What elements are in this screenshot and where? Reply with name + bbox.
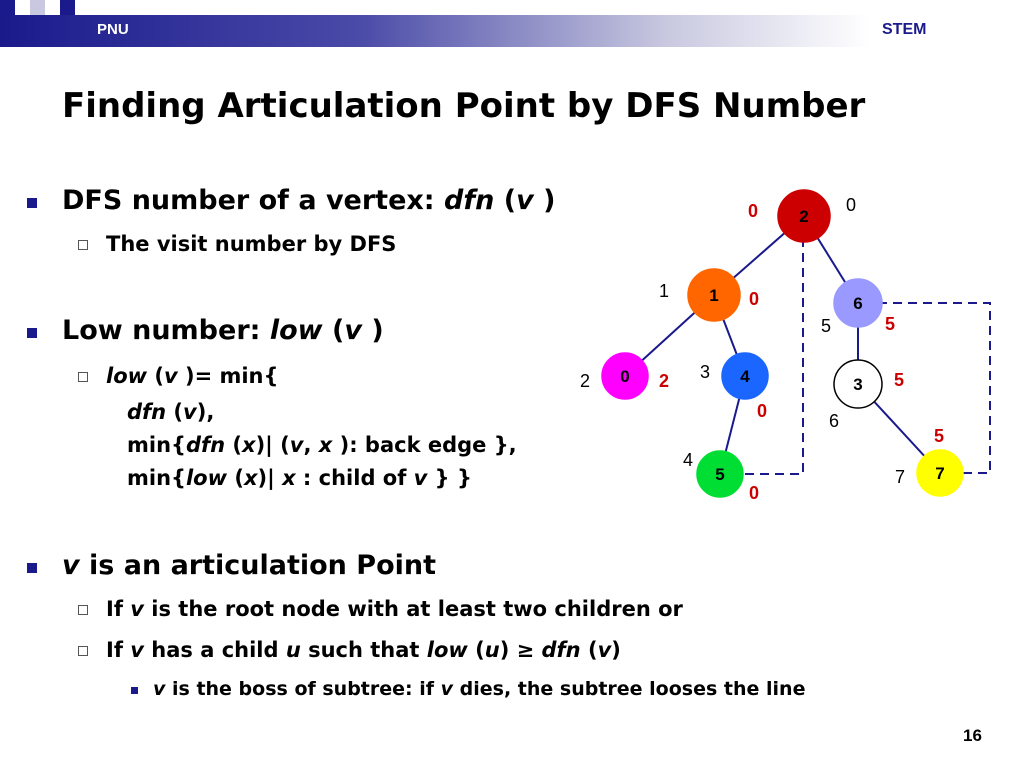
node-5-dfn: 4: [682, 450, 694, 470]
header-left-text: PNU: [97, 21, 129, 38]
node-2-low: 0: [747, 201, 759, 221]
node-3-low: 5: [893, 370, 905, 390]
node-0-dfn: 2: [579, 371, 591, 391]
formula-line-2: dfn (v),: [127, 400, 215, 424]
node-2-dfn: 0: [845, 195, 857, 215]
node-7-low: 5: [933, 426, 945, 446]
bullet-dfs-number: DFS number of a vertex: dfn (v ): [62, 185, 556, 216]
graph-labels: [580, 195, 944, 503]
sub-bullet-root-condition: If v is the root node with at least two children or: [106, 597, 683, 621]
node-1-dfn: 1: [658, 281, 670, 301]
node-7-label: 7: [935, 464, 945, 483]
node-6-label: 6: [853, 294, 863, 313]
tree-edges: [625, 216, 940, 474]
node-4-label: 4: [740, 367, 750, 386]
sub-bullet-visit-number: The visit number by DFS: [106, 232, 397, 256]
formula-line-4: min{low (x)| x : child of v } }: [127, 466, 472, 490]
node-2-label: 2: [799, 207, 809, 226]
node-1-label: 1: [709, 286, 719, 305]
node-6-dfn: 5: [820, 316, 832, 336]
node-1-low: 0: [748, 289, 760, 309]
node-4-low: 0: [756, 401, 768, 421]
node-0-low: 2: [658, 371, 670, 391]
node-5-low: 0: [748, 483, 760, 503]
node-7-dfn: 7: [894, 467, 906, 487]
node-3-label: 3: [853, 375, 863, 394]
sub-bullet-child-condition: If v has a child u such that low (u) ≥ dfn (v): [106, 638, 621, 662]
formula-line-3: min{dfn (x)| (v, x ): back edge },: [127, 433, 517, 457]
formula-line-1: low (v )= min{: [106, 364, 279, 388]
header-right-text: STEM: [882, 21, 927, 38]
bullet-low-number: Low number: low (v ): [62, 315, 384, 346]
sub-bullet-boss-of-subtree: v is the boss of subtree: if v dies, the subtree looses the line: [153, 678, 806, 700]
slide-title: Finding Articulation Point by DFS Number: [62, 86, 866, 126]
node-0-label: 0: [620, 367, 630, 386]
node-6-low: 5: [884, 314, 896, 334]
back-edges: [745, 240, 990, 474]
bullet-articulation-point: v is an articulation Point: [62, 550, 437, 581]
node-3-dfn: 6: [828, 411, 840, 431]
page-number: 16: [963, 726, 982, 745]
node-5-label: 5: [715, 465, 725, 484]
node-4-dfn: 3: [699, 362, 711, 382]
